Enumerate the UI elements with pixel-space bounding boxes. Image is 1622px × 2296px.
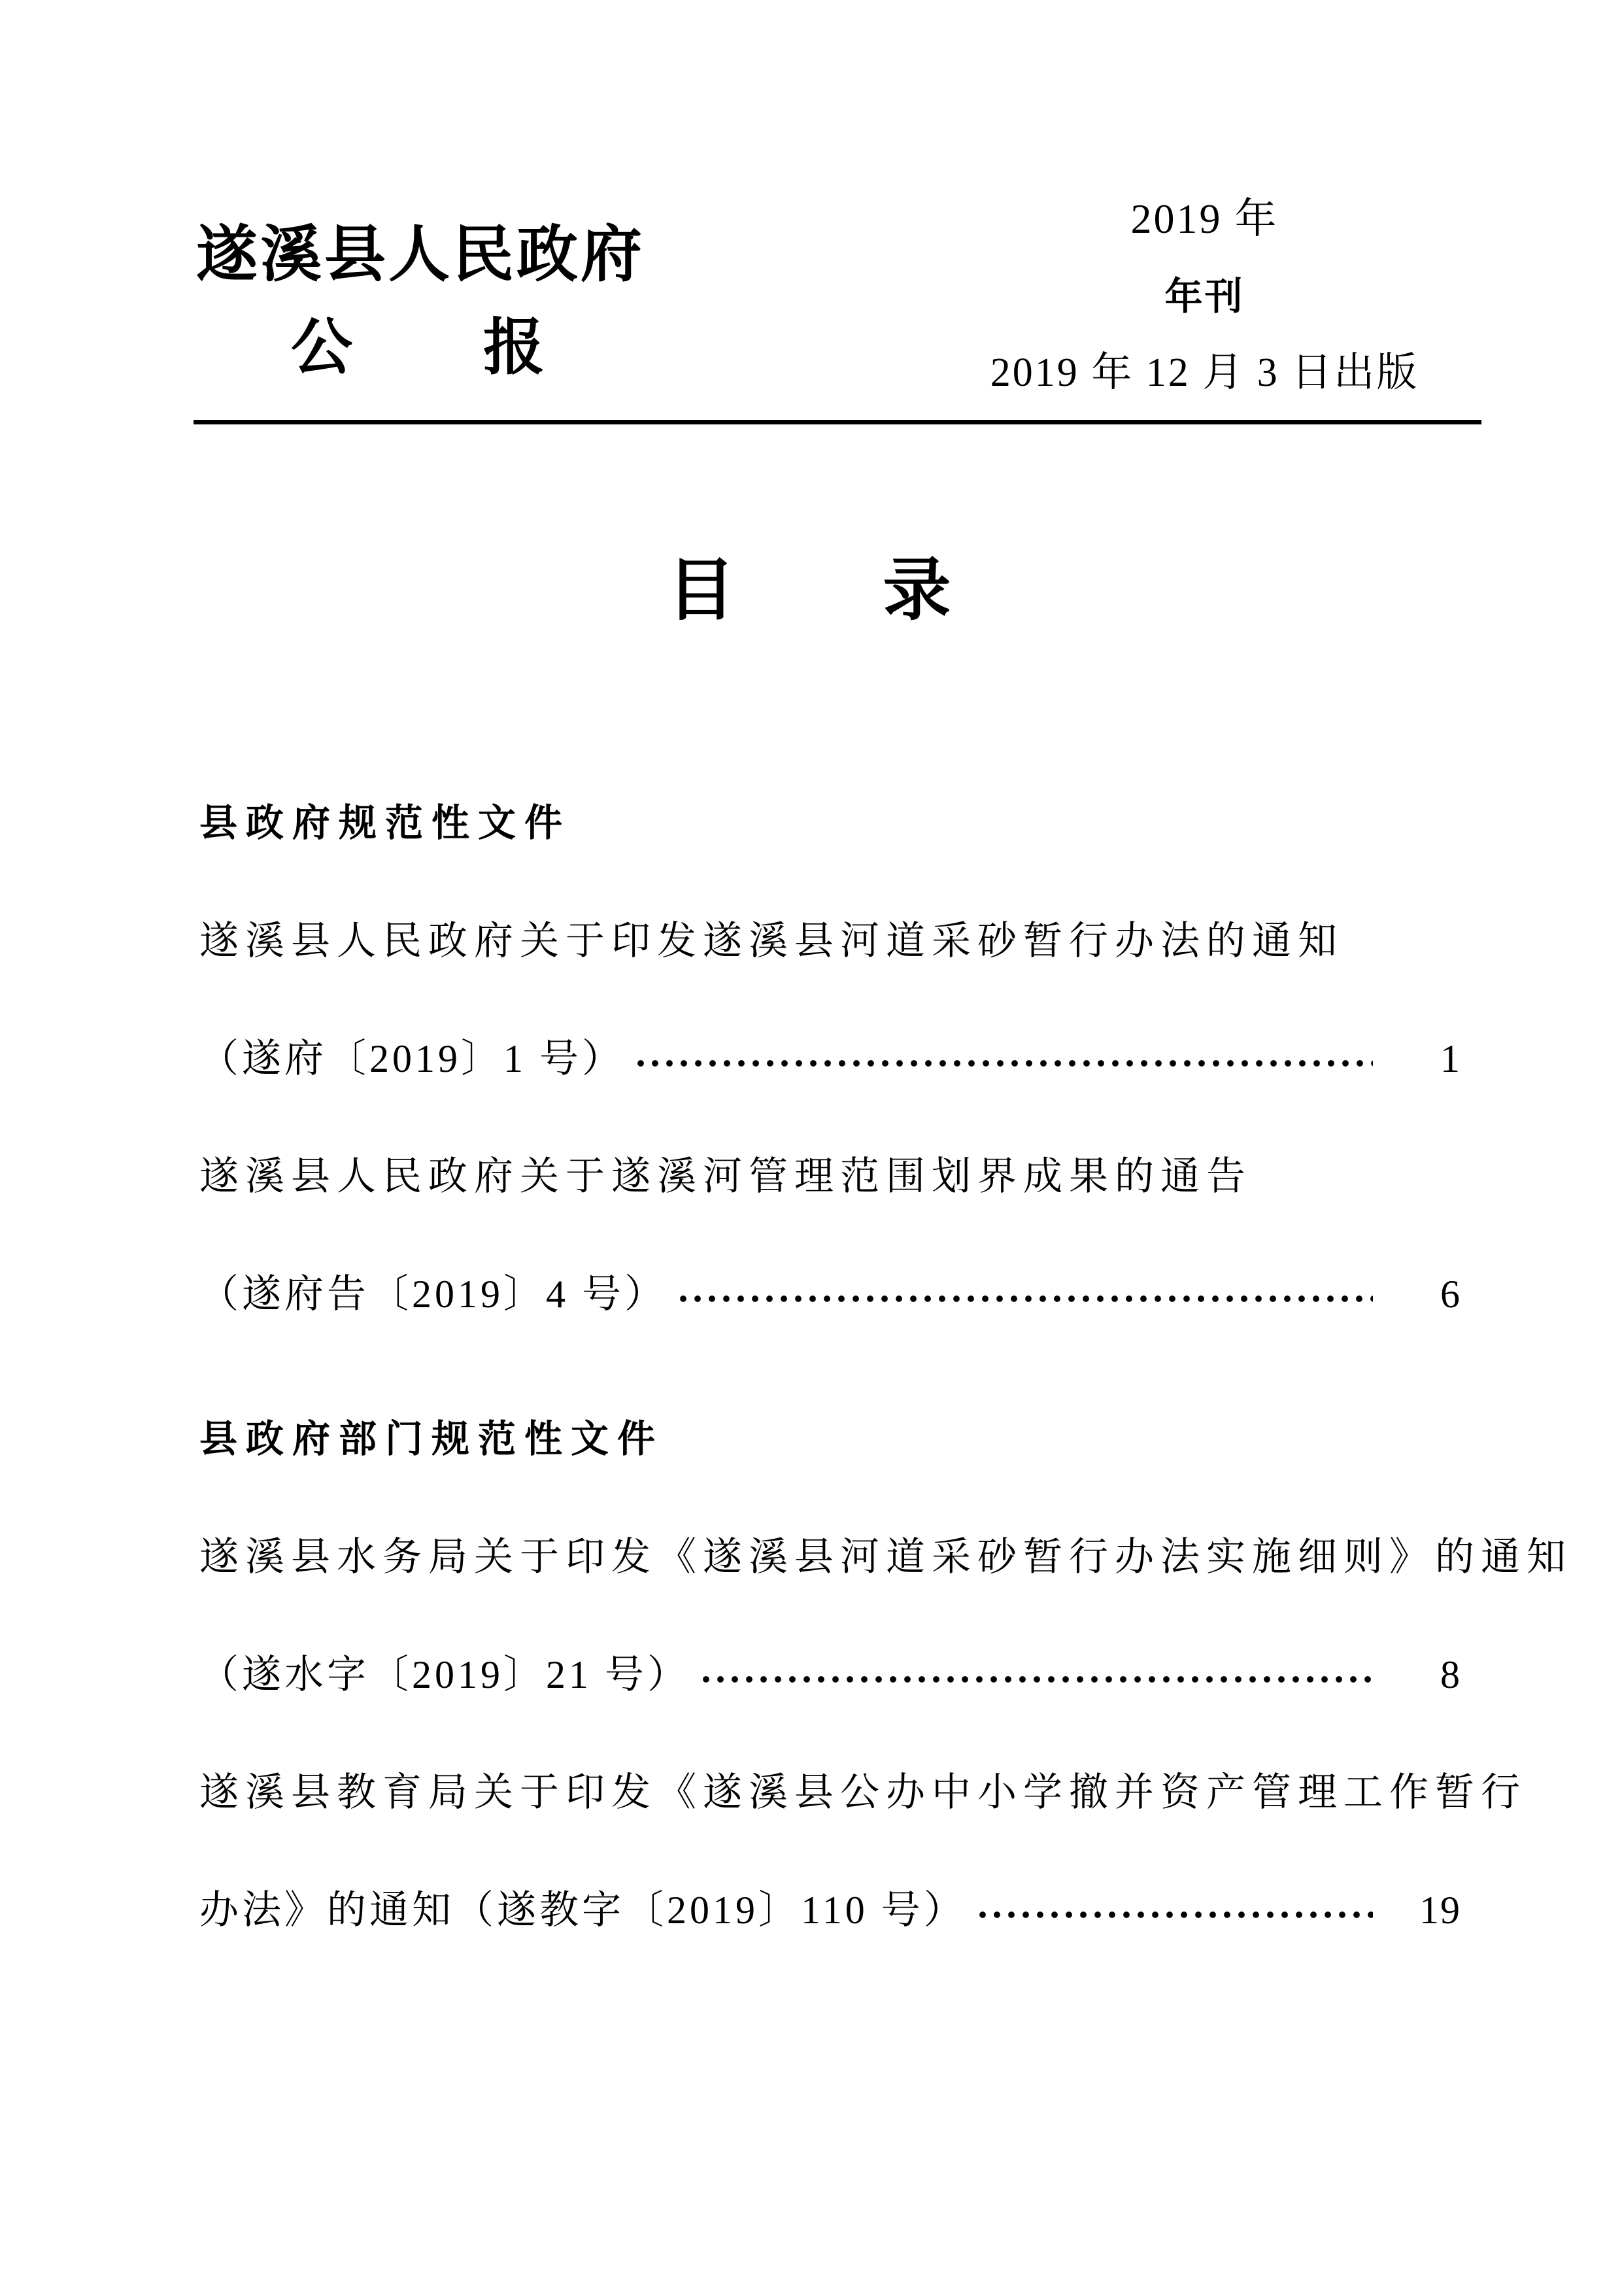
dot-leader — [699, 1675, 1373, 1683]
toc-entry-title: 遂溪县人民政府关于遂溪河管理范围划界成果的通告 — [199, 1155, 1252, 1198]
toc-entry — [199, 1771, 1527, 1932]
edition-label: 年刊 — [1164, 275, 1245, 318]
page-number: 8 — [1440, 1653, 1461, 1696]
toc-entry — [199, 1535, 1572, 1696]
toc-body — [199, 802, 1572, 2008]
year-label: 2019 年 — [1130, 196, 1279, 242]
page-number: 1 — [1440, 1037, 1461, 1080]
toc-entry-ref-line — [199, 1654, 1461, 1695]
toc-entry-ref: （遂水字〔2019〕21 号） — [199, 1653, 690, 1696]
toc-title: 目 录 — [667, 553, 955, 628]
gazette-title: 公 报 — [291, 314, 548, 382]
toc-section-departments — [199, 1418, 1572, 1932]
page-number: 6 — [1440, 1273, 1461, 1316]
publish-date: 2019 年 12 月 3 日出版 — [990, 351, 1419, 395]
toc-entry-ref: 办法》的通知（遂教字〔2019〕110 号） — [199, 1889, 966, 1932]
masthead-date-block — [987, 196, 1422, 394]
toc-entry-ref: （遂府〔2019〕1 号） — [199, 1037, 624, 1080]
dot-leader — [676, 1295, 1373, 1303]
masthead-title: 遂溪县人民政府 — [196, 221, 645, 289]
section-heading: 县政府部门规范性文件 — [199, 1418, 664, 1460]
toc-entry-ref-line — [199, 1890, 1461, 1930]
page-number: 19 — [1419, 1889, 1461, 1932]
toc-entry-title: 遂溪县教育局关于印发《遂溪县公办中小学撤并资产管理工作暂行 — [199, 1771, 1527, 1814]
masthead-divider-rule — [194, 420, 1481, 424]
dot-leader — [634, 1059, 1373, 1067]
toc-section-government — [199, 803, 1461, 1314]
toc-entry — [199, 921, 1461, 1079]
masthead — [196, 222, 645, 381]
toc-entry-ref-line — [199, 1274, 1461, 1314]
section-heading: 县政府规范性文件 — [199, 802, 571, 844]
toc-entry-ref-line — [199, 1038, 1461, 1079]
dot-leader — [975, 1911, 1373, 1919]
toc-entry-title: 遂溪县人民政府关于印发遂溪县河道采砂暂行办法的通知 — [199, 919, 1343, 963]
toc-entry — [199, 1156, 1461, 1314]
toc-entry-ref: （遂府告〔2019〕4 号） — [199, 1273, 667, 1316]
toc-entry-title: 遂溪县水务局关于印发《遂溪县河道采砂暂行办法实施细则》的通知 — [199, 1535, 1572, 1579]
